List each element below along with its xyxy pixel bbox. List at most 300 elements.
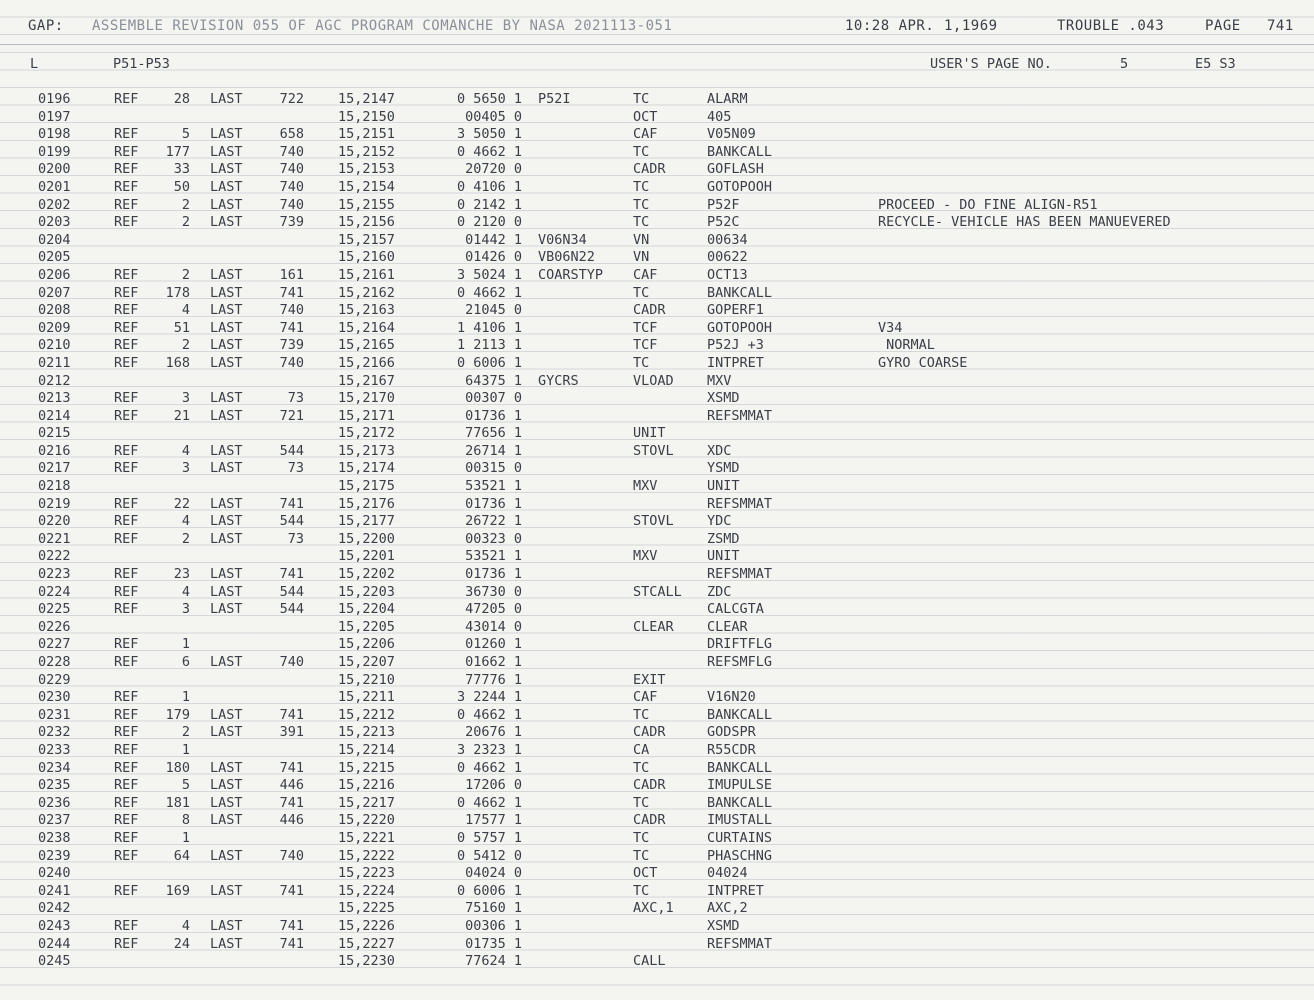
last-label: LAST — [210, 284, 243, 301]
line-number: 0200 — [38, 161, 71, 178]
line-number: 0237 — [38, 812, 71, 829]
ref-count: 6 — [181, 654, 190, 670]
memory-address: 15,2205 — [338, 618, 395, 635]
line-number: 0213 — [38, 390, 71, 407]
line-number: 0197 — [38, 108, 71, 125]
print-date: 1,1969 — [944, 18, 998, 34]
operand: ZDC — [707, 583, 732, 600]
ref-count: 33 — [173, 161, 190, 178]
line-number: 0244 — [38, 935, 71, 952]
ref-count: 2 — [181, 724, 190, 741]
octal-word: 00306 1 — [465, 917, 522, 934]
last-label: LAST — [210, 706, 243, 723]
opcode: TC — [633, 882, 650, 899]
opcode: CADR — [633, 812, 666, 829]
ref-count: 2 — [181, 337, 190, 354]
octal-word: 53521 1 — [465, 548, 522, 565]
line-number: 0240 — [38, 865, 71, 882]
opcode: CADR — [633, 777, 666, 794]
last-page: 739 — [279, 337, 304, 354]
octal-word: 20676 1 — [465, 724, 522, 741]
opcode: OCT — [633, 865, 658, 882]
ref-label: REF — [114, 777, 139, 794]
octal-word: 00405 0 — [465, 108, 522, 125]
memory-address: 15,2173 — [338, 442, 395, 459]
ref-label: REF — [114, 847, 139, 864]
listing-row — [0, 337, 1314, 355]
listing-row — [0, 848, 1314, 866]
memory-address: 15,2161 — [338, 266, 395, 283]
opcode: STOVL — [633, 513, 674, 530]
ref-label: REF — [114, 882, 139, 899]
opcode: VLOAD — [633, 372, 674, 389]
line-number: 0233 — [38, 741, 71, 758]
ref-count: 2 — [181, 196, 190, 213]
octal-word: 26714 1 — [465, 442, 522, 459]
listing-row — [0, 214, 1314, 232]
last-page: 739 — [279, 214, 304, 231]
ref-label: REF — [114, 337, 139, 354]
line-number: 0228 — [38, 654, 71, 670]
line-number: 0214 — [38, 407, 71, 424]
ref-label: REF — [114, 935, 139, 952]
ref-label: REF — [114, 794, 139, 811]
operand: GOTOPOOH — [707, 178, 773, 195]
ref-label: REF — [114, 829, 139, 846]
opcode: VN — [633, 231, 650, 248]
memory-address: 15,2217 — [338, 794, 395, 811]
ref-count: 1 — [181, 741, 190, 758]
listing-row — [0, 883, 1314, 901]
last-page: 741 — [279, 917, 304, 934]
opcode: TC — [633, 354, 650, 371]
memory-address: 15,2156 — [338, 214, 395, 231]
opcode: AXC,1 — [633, 900, 674, 917]
opcode: CADR — [633, 724, 666, 741]
listing-row — [0, 249, 1314, 267]
octal-word: 0 4662 1 — [456, 143, 522, 160]
opcode: CA — [633, 741, 650, 758]
ref-label: REF — [114, 284, 139, 301]
gap-label: GAP: — [28, 18, 64, 34]
ref-count: 3 — [181, 601, 190, 618]
memory-address: 15,2150 — [338, 108, 395, 125]
ref-label: REF — [114, 143, 139, 160]
operand: P52J +3 — [707, 337, 764, 354]
opcode: CLEAR — [633, 618, 674, 635]
ref-label: REF — [114, 812, 139, 829]
memory-address: 15,2151 — [338, 126, 395, 143]
ref-label: REF — [114, 126, 139, 143]
last-page: 73 — [287, 390, 304, 407]
last-page: 740 — [279, 302, 304, 319]
octal-word: 01662 1 — [465, 654, 522, 670]
octal-word: 77656 1 — [465, 425, 522, 442]
listing-row — [0, 478, 1314, 496]
octal-word: 01736 1 — [465, 495, 522, 512]
opcode: TC — [633, 91, 650, 107]
last-page: 741 — [279, 495, 304, 512]
operand: R55CDR — [707, 741, 756, 758]
line-number: 0205 — [38, 249, 71, 266]
octal-word: 0 4662 1 — [456, 706, 522, 723]
ref-label: REF — [114, 302, 139, 319]
listing-row — [0, 126, 1314, 144]
last-label: LAST — [210, 214, 243, 231]
listing-row — [0, 830, 1314, 848]
listing-row — [0, 232, 1314, 250]
memory-address: 15,2223 — [338, 865, 395, 882]
last-page: 740 — [279, 654, 304, 670]
line-number: 0239 — [38, 847, 71, 864]
listing-row — [0, 355, 1314, 373]
ref-count: 24 — [173, 935, 190, 952]
comment: V34 — [878, 319, 903, 336]
last-label: LAST — [210, 442, 243, 459]
memory-address: 15,2167 — [338, 372, 395, 389]
opcode: CAF — [633, 126, 658, 143]
memory-address: 15,2224 — [338, 882, 395, 899]
ref-count: 28 — [173, 91, 190, 107]
last-page: 741 — [279, 284, 304, 301]
octal-word: 17577 1 — [465, 812, 522, 829]
line-number: 0230 — [38, 689, 71, 706]
last-label: LAST — [210, 812, 243, 829]
line-number: 0216 — [38, 442, 71, 459]
octal-word: 53521 1 — [465, 478, 522, 495]
operand: MXV — [707, 372, 732, 389]
users-page-number: 5 — [1120, 56, 1129, 72]
ref-count: 1 — [181, 636, 190, 653]
page-label: PAGE — [1205, 18, 1241, 34]
line-number: 0229 — [38, 671, 71, 688]
memory-address: 15,2147 — [338, 91, 395, 107]
listing-row — [0, 672, 1314, 690]
opcode: MXV — [633, 478, 658, 495]
listing-row — [0, 619, 1314, 637]
operand: REFSMMAT — [707, 935, 773, 952]
operand: YSMD — [707, 460, 740, 477]
operand: P52F — [707, 196, 740, 213]
ref-count: 4 — [181, 917, 190, 934]
ref-count: 50 — [173, 178, 190, 195]
listing-row — [0, 689, 1314, 707]
last-label: LAST — [210, 266, 243, 283]
opcode: UNIT — [633, 425, 666, 442]
last-label: LAST — [210, 319, 243, 336]
memory-address: 15,2213 — [338, 724, 395, 741]
ref-label: REF — [114, 530, 139, 547]
memory-address: 15,2210 — [338, 671, 395, 688]
last-label: LAST — [210, 759, 243, 776]
operand: P52C — [707, 214, 740, 231]
last-page: 740 — [279, 196, 304, 213]
ref-count: 1 — [181, 829, 190, 846]
ref-count: 177 — [165, 143, 190, 160]
memory-address: 15,2152 — [338, 143, 395, 160]
ref-count: 5 — [181, 126, 190, 143]
opcode: VN — [633, 249, 650, 266]
memory-address: 15,2164 — [338, 319, 395, 336]
opcode: TC — [633, 178, 650, 195]
listing-row — [0, 460, 1314, 478]
last-label: LAST — [210, 654, 243, 670]
octal-word: 00307 0 — [465, 390, 522, 407]
operand: V16N20 — [707, 689, 756, 706]
octal-word: 0 4106 1 — [456, 178, 522, 195]
listing-rows — [0, 91, 1314, 971]
opcode: MXV — [633, 548, 658, 565]
last-label: LAST — [210, 882, 243, 899]
operand: BANKCALL — [707, 706, 773, 723]
operand: BANKCALL — [707, 284, 773, 301]
listing-row — [0, 390, 1314, 408]
operand: GODSPR — [707, 724, 756, 741]
ref-count: 3 — [181, 390, 190, 407]
line-number: 0196 — [38, 91, 71, 107]
ref-count: 2 — [181, 266, 190, 283]
line-number: 0208 — [38, 302, 71, 319]
symbol-label: GYCRS — [538, 372, 579, 389]
listing-row — [0, 513, 1314, 531]
last-page: 73 — [287, 530, 304, 547]
listing-row — [0, 777, 1314, 795]
octal-word: 01426 0 — [465, 249, 522, 266]
line-number: 0235 — [38, 777, 71, 794]
ref-count: 179 — [165, 706, 190, 723]
line-number: 0243 — [38, 917, 71, 934]
memory-address: 15,2221 — [338, 829, 395, 846]
memory-address: 15,2155 — [338, 196, 395, 213]
listing-row — [0, 373, 1314, 391]
listing-row — [0, 953, 1314, 971]
ref-count: 4 — [181, 442, 190, 459]
last-label: LAST — [210, 178, 243, 195]
operand: CLEAR — [707, 618, 748, 635]
operand: XSMD — [707, 917, 740, 934]
line-number: 0242 — [38, 900, 71, 917]
ref-label: REF — [114, 319, 139, 336]
memory-address: 15,2160 — [338, 249, 395, 266]
listing-row — [0, 936, 1314, 954]
line-number: 0225 — [38, 601, 71, 618]
ref-label: REF — [114, 178, 139, 195]
line-number: 0234 — [38, 759, 71, 776]
opcode: TCF — [633, 337, 658, 354]
listing-row — [0, 900, 1314, 918]
memory-address: 15,2165 — [338, 337, 395, 354]
memory-address: 15,2202 — [338, 566, 395, 583]
octal-word: 01260 1 — [465, 636, 522, 653]
line-number: 0215 — [38, 425, 71, 442]
last-page: 740 — [279, 354, 304, 371]
last-label: LAST — [210, 161, 243, 178]
memory-address: 15,2163 — [338, 302, 395, 319]
operand: GOPERF1 — [707, 302, 764, 319]
operand: PHASCHNG — [707, 847, 773, 864]
last-page: 741 — [279, 759, 304, 776]
octal-word: 0 5757 1 — [456, 829, 522, 846]
memory-address: 15,2154 — [338, 178, 395, 195]
ref-label: REF — [114, 196, 139, 213]
operand: BANKCALL — [707, 794, 773, 811]
last-label: LAST — [210, 143, 243, 160]
line-number: 0222 — [38, 548, 71, 565]
memory-address: 15,2220 — [338, 812, 395, 829]
last-label: LAST — [210, 847, 243, 864]
listing-row — [0, 636, 1314, 654]
ref-label: REF — [114, 706, 139, 723]
listing-row — [0, 408, 1314, 426]
ref-label: REF — [114, 390, 139, 407]
ref-label: REF — [114, 407, 139, 424]
listing-row — [0, 285, 1314, 303]
last-page: 721 — [279, 407, 304, 424]
listing-header — [0, 18, 1314, 42]
ref-label: REF — [114, 442, 139, 459]
assembly-title: ASSEMBLE REVISION 055 OF AGC PROGRAM COMANCHE BY NASA 2021113-051 — [92, 18, 673, 34]
operand: REFSMMAT — [707, 566, 773, 583]
last-page: 391 — [279, 724, 304, 741]
ref-count: 5 — [181, 777, 190, 794]
section-code: E5 S3 — [1195, 56, 1236, 72]
line-number: 0203 — [38, 214, 71, 231]
ref-count: 178 — [165, 284, 190, 301]
octal-word: 0 2142 1 — [456, 196, 522, 213]
line-number: 0207 — [38, 284, 71, 301]
octal-word: 0 5650 1 — [456, 91, 522, 107]
line-number: 0232 — [38, 724, 71, 741]
line-number: 0221 — [38, 530, 71, 547]
octal-word: 0 4662 1 — [456, 284, 522, 301]
last-label: LAST — [210, 126, 243, 143]
opcode: TC — [633, 143, 650, 160]
octal-word: 3 2323 1 — [456, 741, 522, 758]
ref-label: REF — [114, 636, 139, 653]
print-time: 10:28 APR. — [845, 18, 935, 34]
last-page: 446 — [279, 777, 304, 794]
listing-row — [0, 302, 1314, 320]
opcode: CAF — [633, 689, 658, 706]
memory-address: 15,2206 — [338, 636, 395, 653]
octal-word: 20720 0 — [465, 161, 522, 178]
last-page: 446 — [279, 812, 304, 829]
ref-label: REF — [114, 566, 139, 583]
ref-count: 51 — [173, 319, 190, 336]
operand: INTPRET — [707, 882, 764, 899]
operand: 04024 — [707, 865, 748, 882]
last-page: 658 — [279, 126, 304, 143]
operand: REFSMFLG — [707, 654, 773, 670]
last-page: 544 — [279, 601, 304, 618]
ref-count: 2 — [181, 530, 190, 547]
header-divider — [0, 44, 1314, 45]
ref-count: 181 — [165, 794, 190, 811]
trouble-code: TROUBLE .043 — [1057, 18, 1165, 34]
line-number: 0204 — [38, 231, 71, 248]
last-label: LAST — [210, 566, 243, 583]
line-number: 0198 — [38, 126, 71, 143]
line-number: 0210 — [38, 337, 71, 354]
memory-address: 15,2200 — [338, 530, 395, 547]
memory-address: 15,2211 — [338, 689, 395, 706]
octal-word: 0 4662 1 — [456, 759, 522, 776]
listing-row — [0, 760, 1314, 778]
memory-address: 15,2177 — [338, 513, 395, 530]
ref-label: REF — [114, 654, 139, 670]
last-label: LAST — [210, 460, 243, 477]
ref-count: 1 — [181, 689, 190, 706]
operand: 00622 — [707, 249, 748, 266]
line-number: 0238 — [38, 829, 71, 846]
octal-word: 01735 1 — [465, 935, 522, 952]
opcode: TCF — [633, 319, 658, 336]
octal-word: 0 5412 0 — [456, 847, 522, 864]
last-page: 73 — [287, 460, 304, 477]
memory-address: 15,2203 — [338, 583, 395, 600]
opcode: STOVL — [633, 442, 674, 459]
operand: DRIFTFLG — [707, 636, 773, 653]
octal-word: 21045 0 — [465, 302, 522, 319]
memory-address: 15,2222 — [338, 847, 395, 864]
listing-row — [0, 601, 1314, 619]
last-label: LAST — [210, 935, 243, 952]
ref-label: REF — [114, 161, 139, 178]
last-label: LAST — [210, 601, 243, 618]
last-label: LAST — [210, 724, 243, 741]
octal-word: 00315 0 — [465, 460, 522, 477]
opcode: OCT — [633, 108, 658, 125]
octal-word: 3 2244 1 — [456, 689, 522, 706]
octal-word: 64375 1 — [465, 372, 522, 389]
listing-row — [0, 443, 1314, 461]
ref-label: REF — [114, 354, 139, 371]
ref-label: REF — [114, 513, 139, 530]
octal-word: 1 2113 1 — [456, 337, 522, 354]
last-page: 741 — [279, 566, 304, 583]
octal-word: 0 6006 1 — [456, 882, 522, 899]
last-page: 741 — [279, 882, 304, 899]
operand: REFSMMAT — [707, 407, 773, 424]
comment: PROCEED - DO FINE ALIGN-R51 — [878, 196, 1098, 213]
ref-count: 168 — [165, 354, 190, 371]
last-page: 722 — [279, 91, 304, 107]
opcode: TC — [633, 706, 650, 723]
ref-count: 169 — [165, 882, 190, 899]
memory-address: 15,2207 — [338, 654, 395, 670]
listing-row — [0, 496, 1314, 514]
octal-word: 77776 1 — [465, 671, 522, 688]
line-number: 0211 — [38, 354, 71, 371]
listing-row — [0, 548, 1314, 566]
last-page: 741 — [279, 706, 304, 723]
last-page: 544 — [279, 583, 304, 600]
octal-word: 01736 1 — [465, 407, 522, 424]
operand: BANKCALL — [707, 759, 773, 776]
ref-label: REF — [114, 917, 139, 934]
line-number: 0224 — [38, 583, 71, 600]
listing-row — [0, 795, 1314, 813]
line-number: 0212 — [38, 372, 71, 389]
octal-word: 3 5024 1 — [456, 266, 522, 283]
operand: IMUPULSE — [707, 777, 773, 794]
octal-word: 3 5050 1 — [456, 126, 522, 143]
comment: NORMAL — [878, 337, 935, 354]
listing-row — [0, 742, 1314, 760]
opcode: STCALL — [633, 583, 682, 600]
operand: 405 — [707, 108, 732, 125]
last-page: 740 — [279, 161, 304, 178]
